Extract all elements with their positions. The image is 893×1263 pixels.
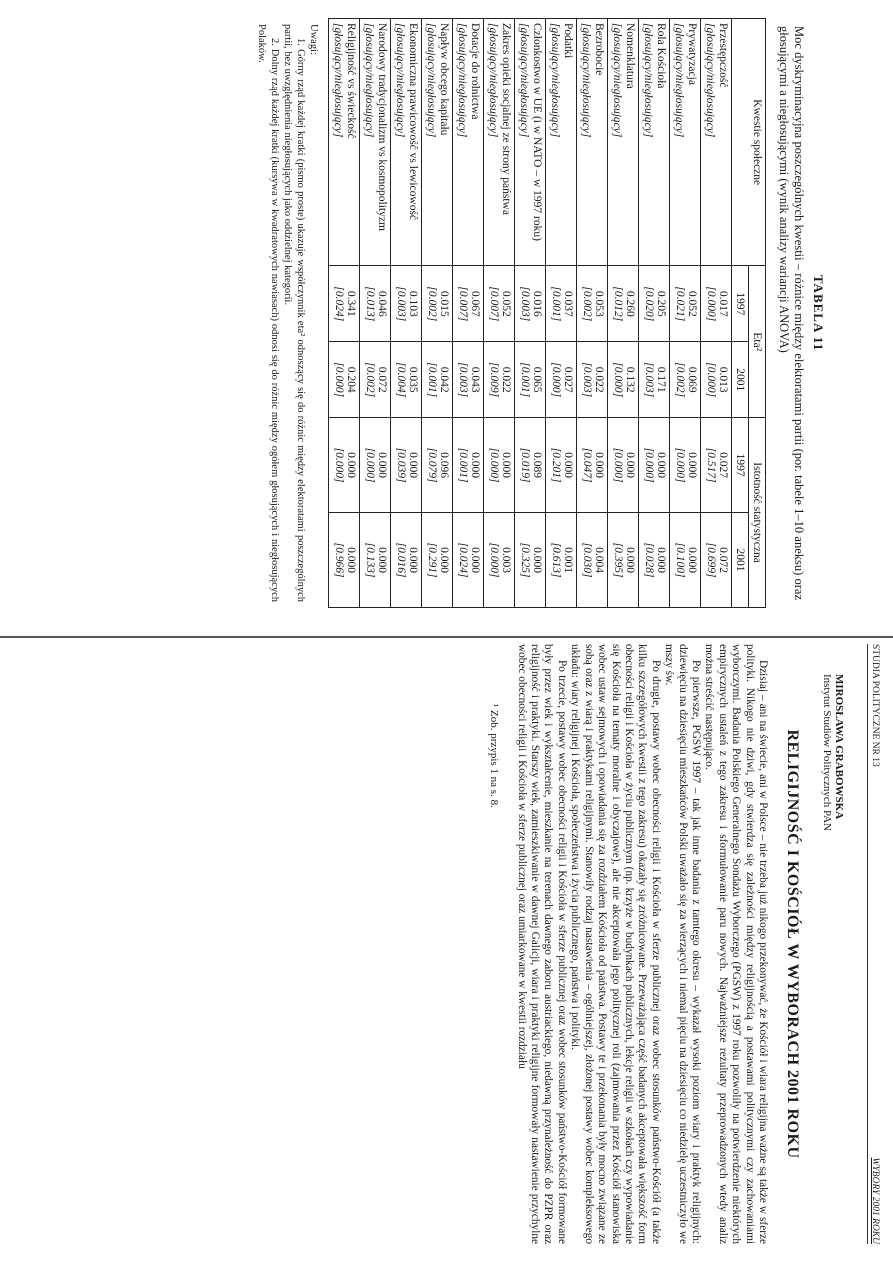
value-bottom: [0.024] <box>333 286 345 322</box>
value-bottom: [0.000] <box>674 447 686 483</box>
issue-name: Członkostwo w UE (i w NATO – w 1997 roku) <box>531 23 543 241</box>
value-cell <box>422 266 453 342</box>
value-bottom: [0.001] <box>426 362 438 398</box>
value-cell <box>701 513 732 608</box>
table-row <box>484 19 515 608</box>
value-bottom: [0.047] <box>581 447 593 483</box>
issue-cell <box>577 19 608 266</box>
issue-name: Dotacje do rolnictwa <box>469 23 481 120</box>
value-bottom: [0.001] <box>519 362 531 398</box>
value-top: 0.341 <box>345 290 357 317</box>
value-cell <box>484 266 515 342</box>
value-cell <box>639 266 670 342</box>
value-cell <box>453 513 484 608</box>
value-cell <box>360 342 391 418</box>
value-bottom: [0.000] <box>643 447 655 483</box>
header-year: 2001 <box>732 513 749 608</box>
issue-cell <box>515 19 546 266</box>
value-cell <box>515 342 546 418</box>
value-cell <box>422 513 453 608</box>
value-cell <box>546 266 577 342</box>
issue-subgroup: [głosujący/niegłosujący] <box>487 23 499 138</box>
value-bottom: [0.020] <box>643 286 655 322</box>
issue-subgroup: [głosujący/niegłosujący] <box>518 23 530 138</box>
page-divider <box>0 636 893 638</box>
value-cell <box>391 266 422 342</box>
value-top: 0.089 <box>531 452 543 479</box>
value-bottom: [0.079] <box>426 447 438 483</box>
value-cell <box>701 342 732 418</box>
value-cell <box>608 342 639 418</box>
table-row <box>670 19 701 608</box>
issue-subgroup: [głosujący/niegłosujący] <box>456 23 468 138</box>
value-cell <box>701 418 732 513</box>
issue-cell <box>670 19 701 266</box>
table-section <box>56 18 826 608</box>
value-top: 0.000 <box>686 452 698 479</box>
value-cell <box>546 513 577 608</box>
value-cell <box>639 418 670 513</box>
issue-subgroup: [głosujący/niegłosujący] <box>425 23 437 138</box>
table-row <box>608 19 639 608</box>
value-cell <box>391 418 422 513</box>
value-top: 0.000 <box>686 547 698 573</box>
value-bottom: [0.395] <box>612 542 624 578</box>
table-row <box>422 19 453 608</box>
value-top: 0.000 <box>624 547 636 573</box>
issue-name: Przestępczość <box>717 23 729 88</box>
value-top: 0.000 <box>531 547 543 573</box>
issue-name: Narodowy tradycjonalizm vs kosmopolityzm <box>376 23 388 231</box>
value-bottom: [0.000] <box>364 447 376 483</box>
header-eta: Eta² <box>749 266 766 418</box>
value-cell <box>639 513 670 608</box>
value-cell <box>391 513 422 608</box>
value-top: 0.132 <box>624 366 636 393</box>
value-bottom: [0.000] <box>550 362 562 398</box>
header-year: 2001 <box>732 342 749 418</box>
value-cell <box>515 266 546 342</box>
value-cell <box>360 266 391 342</box>
value-bottom: [0.133] <box>364 542 376 578</box>
value-top: 0.015 <box>438 290 450 317</box>
value-bottom: [0.000] <box>488 542 500 578</box>
issue-name: Napływ obcego kapitału <box>438 23 450 136</box>
value-bottom: [0.000] <box>705 362 717 398</box>
issue-name: Prywatyzacja <box>686 23 698 85</box>
value-bottom: [0.013] <box>364 286 376 322</box>
value-top: 0.204 <box>345 366 357 393</box>
value-top: 0.027 <box>562 366 574 393</box>
value-bottom: [0.009] <box>488 362 500 398</box>
value-top: 0.260 <box>624 290 636 317</box>
value-cell <box>546 342 577 418</box>
value-bottom: [0.000] <box>612 447 624 483</box>
author-affiliation: Instytut Studiów Politycznych PAN <box>821 674 833 831</box>
issue-name: Ekonomiczna prawicowość vs lewicowość <box>407 23 419 221</box>
value-top: 0.042 <box>438 366 450 393</box>
value-top: 0.022 <box>593 366 605 393</box>
issue-cell <box>329 19 360 266</box>
value-top: 0.001 <box>562 547 574 573</box>
issue-cell <box>360 19 391 266</box>
issue-name: Podatki <box>562 23 574 59</box>
issue-subgroup: [głosujący/niegłosujący] <box>363 23 375 138</box>
issue-name: Bezrobocie <box>593 23 605 76</box>
value-bottom: [0.325] <box>519 542 531 578</box>
header-issue: Kwestie społeczne <box>732 19 766 266</box>
value-bottom: [0.028] <box>643 542 655 578</box>
value-cell <box>608 418 639 513</box>
value-cell <box>391 342 422 418</box>
value-bottom: [0.007] <box>457 286 469 322</box>
value-top: 0.013 <box>717 366 729 393</box>
table-row <box>577 19 608 608</box>
value-cell <box>608 266 639 342</box>
value-top: 0.052 <box>500 290 512 317</box>
value-cell <box>701 266 732 342</box>
value-top: 0.000 <box>345 547 357 573</box>
value-bottom: [0.966] <box>333 542 345 578</box>
value-bottom: [0.024] <box>457 542 469 578</box>
value-top: 0.069 <box>686 366 698 393</box>
value-bottom: [0.016] <box>395 542 407 578</box>
issue-subgroup: [głosujący/niegłosujący] <box>332 23 344 138</box>
article-title: RELIGIJNOŚĆ I KOŚCIÓŁ W WYBORACH 2001 ROKU <box>784 729 801 1159</box>
value-top: 0.003 <box>500 547 512 573</box>
value-top: 0.072 <box>376 366 388 393</box>
issue-subgroup: [głosujący/niegłosujący] <box>549 23 561 138</box>
table-caption: Moc dyskryminacyjna poszczególnych kwestii – różnice między elektoratami partii (por. tabele 1–10 aneksu) oraz głosującymi a niegłosującymi (wynik analizy wariancji ANOVA) <box>777 26 806 600</box>
journal-header: STUDIA POLITYCZNE NR 13 <box>870 644 880 767</box>
value-cell <box>577 342 608 418</box>
value-top: 0.000 <box>345 452 357 479</box>
value-cell <box>608 513 639 608</box>
issue-subgroup: [głosujący/niegłosujący] <box>673 23 685 138</box>
value-bottom: [0.002] <box>581 286 593 322</box>
value-bottom: [0.613] <box>550 542 562 578</box>
footnote: ¹ Zob. przypis 1 na s. 8. <box>488 704 501 808</box>
value-cell <box>670 513 701 608</box>
results-table <box>328 18 766 608</box>
value-cell <box>422 342 453 418</box>
issue-cell <box>608 19 639 266</box>
value-cell <box>360 418 391 513</box>
issue-subgroup: [głosujący/niegłosujący] <box>642 23 654 138</box>
running-header <box>867 644 880 1244</box>
value-cell <box>515 418 546 513</box>
value-top: 0.053 <box>593 290 605 317</box>
value-bottom: [0.003] <box>519 286 531 322</box>
value-cell <box>546 418 577 513</box>
value-cell <box>577 513 608 608</box>
value-cell <box>453 266 484 342</box>
table-row <box>701 19 732 608</box>
value-cell <box>670 266 701 342</box>
value-top: 0.065 <box>531 366 543 393</box>
value-bottom: [0.030] <box>581 542 593 578</box>
value-bottom: [0.000] <box>333 447 345 483</box>
issue-cell <box>453 19 484 266</box>
value-top: 0.000 <box>624 452 636 479</box>
header-significance: Istotność statystyczna <box>749 418 766 608</box>
table-row <box>515 19 546 608</box>
value-bottom: [0.002] <box>426 286 438 322</box>
issue-cell <box>701 19 732 266</box>
value-bottom: [0.000] <box>488 447 500 483</box>
value-bottom: [0.100] <box>674 542 686 578</box>
value-cell <box>639 342 670 418</box>
value-top: 0.017 <box>717 290 729 317</box>
value-cell <box>329 513 360 608</box>
issue-cell <box>422 19 453 266</box>
value-cell <box>422 418 453 513</box>
header-year: 1997 <box>732 418 749 513</box>
value-top: 0.052 <box>686 290 698 317</box>
section-header: WYBORY 2001 ROKU <box>870 1157 880 1244</box>
header-year: 1997 <box>732 266 749 342</box>
issue-name: Rola Kościoła <box>655 23 667 89</box>
table-row <box>639 19 670 608</box>
value-bottom: [0.002] <box>674 362 686 398</box>
value-bottom: [0.012] <box>612 286 624 322</box>
value-top: 0.000 <box>500 452 512 479</box>
value-top: 0.000 <box>469 452 481 479</box>
value-top: 0.046 <box>376 290 388 317</box>
value-top: 0.000 <box>469 547 481 573</box>
table-notes <box>255 24 320 602</box>
table-label: TABELA 11 <box>811 274 826 352</box>
value-bottom: [0.000] <box>705 286 717 322</box>
issue-cell <box>639 19 670 266</box>
paragraph: Po trzecie, postawy wobec obecności religii i Kościoła w sferze publicznej oraz wobec stosunków państwo-Kościół formowane były przez wiek i wykształcenie, mieszkanie na terenach dawnego zaboru austriackiego, niedawną przynależność do PZPR oraz religijność i praktyki. Starszy wiek, zamieszkiwanie w dawnej Galicji, wiara i praktyki religijne formowały nastawienie przychylne wobec obecności religii i Kościoła w sferze publicznej oraz umiarkowane w kwestii rozdziału <box>515 644 568 1244</box>
issue-name: Religijność vs świeckość <box>345 23 357 139</box>
paragraph: Dzisiaj – ani na świecie, ani w Polsce – nie trzeba już nikogo przekonywać, że Kościół i wiara religijna ważne są także w sferze polityki. Nikogo nie dziwi, gdy stwierdza się zależności między religijnością a postawami politycznymi czy zachowaniami wyborczymi. Badania Polskiego Generalnego Sondażu Wyborczego (PGSW) z 1997 roku pozwoliły na potwierdzenie niektórych empirycznych ustaleń z tego zakresu i sformułowanie paru nowych. Najważniejsze rezultaty przeprowadzonych wtedy analiz można streścić następująco. <box>703 644 769 1244</box>
value-top: 0.000 <box>562 452 574 479</box>
value-top: 0.000 <box>438 547 450 573</box>
value-top: 0.096 <box>438 452 450 479</box>
value-cell <box>670 418 701 513</box>
issue-subgroup: [głosujący/niegłosujący] <box>580 23 592 138</box>
value-top: 0.205 <box>655 290 667 317</box>
value-bottom: [0.001] <box>457 447 469 483</box>
value-bottom: [0.003] <box>457 362 469 398</box>
issue-cell <box>546 19 577 266</box>
value-cell <box>329 266 360 342</box>
issue-subgroup: [głosujący/niegłosujący] <box>394 23 406 138</box>
issue-cell <box>484 19 515 266</box>
table-row <box>329 19 360 608</box>
notes-title: Uwagi: <box>308 24 319 55</box>
value-bottom: [0.517] <box>705 447 717 483</box>
value-top: 0.000 <box>407 452 419 479</box>
value-bottom: [0.002] <box>364 362 376 398</box>
value-bottom: [0.201] <box>550 447 562 483</box>
note-2: 2. Dolny rząd każdej kratki (kursywa w kwadratowych nawiasach) odnosi się do różnic między ogółem głosujących i niegłosujących Polaków. <box>256 24 280 602</box>
table-row <box>546 19 577 608</box>
table-row <box>453 19 484 608</box>
value-bottom: [0.003] <box>581 362 593 398</box>
table-body <box>329 19 732 608</box>
article-section <box>488 644 880 1244</box>
value-bottom: [0.004] <box>395 362 407 398</box>
table-row <box>391 19 422 608</box>
value-cell <box>670 342 701 418</box>
value-bottom: [0.699] <box>705 542 717 578</box>
value-top: 0.000 <box>376 547 388 573</box>
table-row <box>360 19 391 608</box>
note-1: 1. Górny rząd każdej kratki (pismo proste) ukazuje współczynnik eta² odnoszący się do różnic między elektoratami poszczególnych partii, bez uwzględnienia niegłosujących jako oddzielnej kategorii. <box>282 24 306 602</box>
value-top: 0.103 <box>407 290 419 317</box>
value-top: 0.000 <box>376 452 388 479</box>
value-cell <box>453 342 484 418</box>
issue-subgroup: [głosujący/niegłosujący] <box>704 23 716 138</box>
value-top: 0.072 <box>717 547 729 573</box>
value-cell <box>484 513 515 608</box>
value-top: 0.035 <box>407 366 419 393</box>
value-top: 0.000 <box>593 452 605 479</box>
value-top: 0.027 <box>717 452 729 479</box>
value-bottom: [0.007] <box>488 286 500 322</box>
issue-subgroup: [głosujący/niegłosujący] <box>611 23 623 138</box>
value-top: 0.067 <box>469 290 481 317</box>
value-top: 0.016 <box>531 290 543 317</box>
value-cell <box>360 513 391 608</box>
value-bottom: [0.021] <box>674 286 686 322</box>
value-bottom: [0.000] <box>612 362 624 398</box>
value-top: 0.037 <box>562 290 574 317</box>
value-top: 0.171 <box>655 366 667 393</box>
issue-name: Zakres opieki socjalnej ze strony państwa <box>500 23 512 215</box>
value-cell <box>484 342 515 418</box>
author-name: MIROSŁAWA GRABOWSKA <box>833 674 845 820</box>
value-top: 0.000 <box>407 547 419 573</box>
value-bottom: [0.000] <box>333 362 345 398</box>
paragraph: Po drugie, postawy wobec obecności religii i Kościoła w sferze publicznej oraz wobec stosunków państwo-Kościół (a także kilku szczegółowych kwestii z tego zakresu) okazały się zróżnicowane. Przeważająca część badanych akceptowała większość form obecności religii i Kościoła w życiu publicznym (np. krzyże w budynkach publicznych, lekcje religii w szkołach czy wypowiadanie się Kościoła na tematy moralne i obyczajowe), ale nie akceptowała jego politycznej roli (zajmowania przez Kościół stanowiska wobec ustaw sejmowych i opowiadania się za rozdziałem Kościoła od państwa. Postawy te i przekonania były mocno związane ze sobą oraz z wiarą i praktykami religijnymi. Stanowiły rodzaj nastawienia – ogólniejszej, złożonej postawy wobec kompleksowego układu: wiary religijnej i Kościoła, społeczeństwa i życia publicznego, państwa i polityki. <box>569 644 662 1244</box>
value-cell <box>577 418 608 513</box>
paragraph: Po pierwsze, PGSW 1997 – tak jak inne badania z tamtego okresu – wykazał wysoki poziom wiary i praktyk religijnych: dziewięciu na dziesięciu mieszkańców Polski uważało się za wierzących i niemal pięciu na dziesięciu co niedzielę uczestniczyło we mszy św. <box>663 644 702 1244</box>
value-cell <box>577 266 608 342</box>
value-cell <box>515 513 546 608</box>
value-top: 0.022 <box>500 366 512 393</box>
value-cell <box>329 342 360 418</box>
value-bottom: [0.291] <box>426 542 438 578</box>
value-bottom: [0.039] <box>395 447 407 483</box>
value-cell <box>453 418 484 513</box>
value-top: 0.004 <box>593 547 605 573</box>
issue-cell <box>391 19 422 266</box>
value-bottom: [0.003] <box>395 286 407 322</box>
value-bottom: [0.019] <box>519 447 531 483</box>
value-bottom: [0.001] <box>550 286 562 322</box>
value-cell <box>484 418 515 513</box>
value-cell <box>329 418 360 513</box>
value-top: 0.000 <box>655 452 667 479</box>
issue-name: Nomenklatura <box>624 23 636 89</box>
value-top: 0.043 <box>469 366 481 393</box>
value-top: 0.000 <box>655 547 667 573</box>
value-bottom: [0.003] <box>643 362 655 398</box>
